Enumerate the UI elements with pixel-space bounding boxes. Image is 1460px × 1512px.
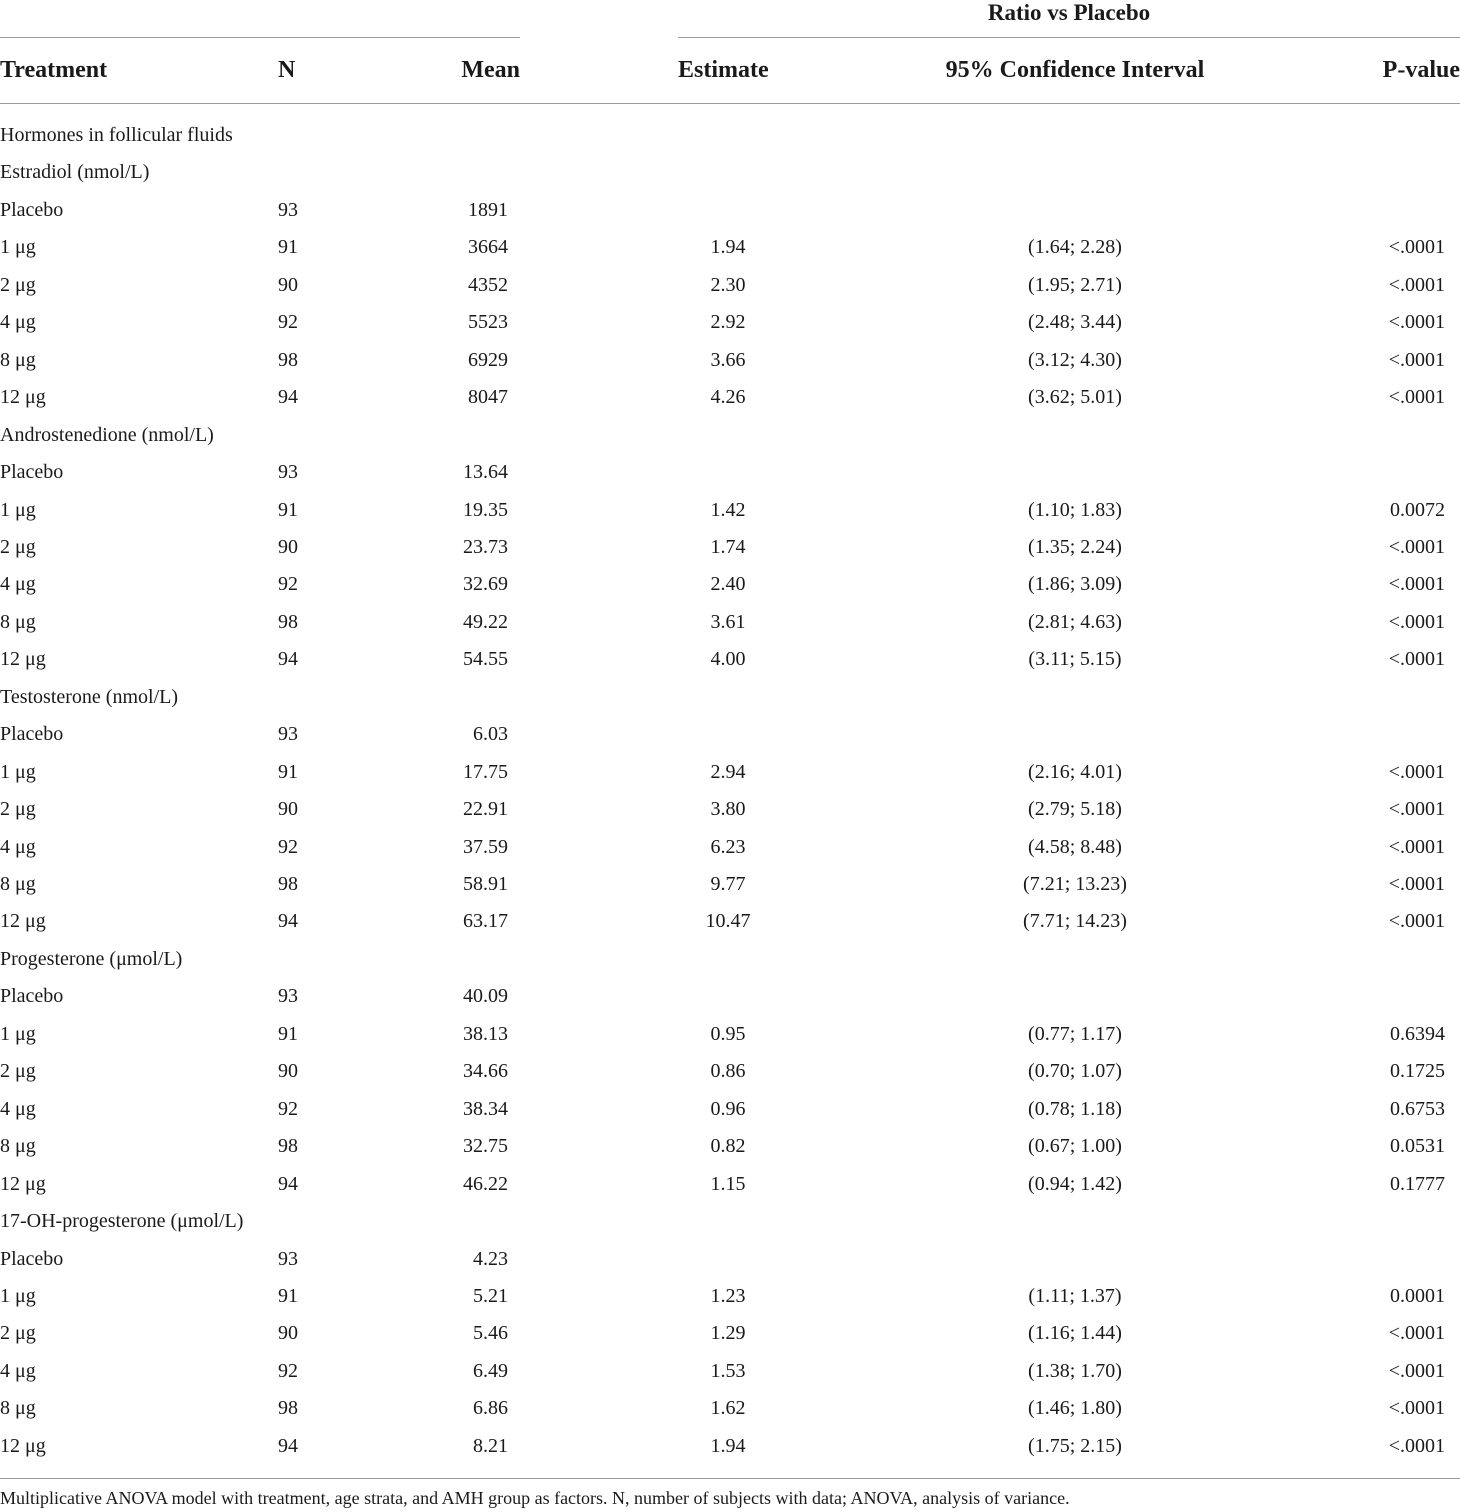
cell-treatment: 4 μg [0, 311, 36, 334]
cell-ci [975, 978, 1175, 1015]
cell-mean: 8047 [468, 386, 508, 409]
cell-treatment: Placebo [0, 1247, 64, 1270]
cell-n: 91 [278, 760, 298, 783]
cell-ci: (2.81; 4.63) [1028, 610, 1122, 633]
cell-ci [975, 1241, 1175, 1278]
cell-ci: (1.35; 2.24) [1028, 535, 1122, 558]
cell-treatment: 1 μg [0, 498, 36, 521]
cell-estimate: 10.47 [705, 910, 751, 933]
cell-n: 94 [278, 1434, 298, 1457]
table-row [0, 229, 1460, 266]
cell-p-value: 0.1777 [1390, 1172, 1445, 1195]
cell-estimate: 9.77 [710, 873, 746, 895]
cell-estimate: 0.82 [710, 1135, 746, 1158]
table-row [0, 1390, 1460, 1427]
cell-ci: (4.58; 8.48) [1028, 835, 1122, 858]
cell-mean: 46.22 [463, 1172, 508, 1195]
cell-ci [975, 716, 1175, 753]
section-row [0, 1203, 1460, 1240]
cell-p-value: <.0001 [1388, 1322, 1445, 1345]
table-row [0, 1128, 1460, 1165]
cell-p-value: <.0001 [1388, 535, 1445, 558]
cell-mean: 4.23 [473, 1247, 508, 1270]
cell-treatment: 4 μg [0, 835, 36, 858]
cell-treatment: 2 μg [0, 535, 36, 558]
cell-n: 98 [278, 348, 298, 371]
cell-p-value: <.0001 [1388, 648, 1445, 671]
cell-p-value: <.0001 [1388, 1434, 1445, 1457]
cell-ci: (3.62; 5.01) [1028, 386, 1122, 409]
table-bottom-rule [0, 1478, 1460, 1479]
cell-n: 93 [278, 985, 298, 1008]
cell-ci: (0.70; 1.07) [1028, 1060, 1122, 1083]
table-row [0, 1091, 1460, 1128]
cell-ci: (0.94; 1.42) [1028, 1172, 1122, 1195]
cell-mean: 58.91 [463, 873, 508, 895]
cell-n: 93 [278, 198, 298, 221]
cell-estimate [678, 1241, 778, 1278]
cell-mean: 8.21 [473, 1434, 508, 1457]
cell-estimate: 1.94 [710, 236, 746, 259]
cell-mean: 19.35 [463, 498, 508, 521]
group-header-ratio-vs-placebo: Ratio vs Placebo [987, 0, 1151, 25]
cell-estimate: 1.23 [710, 1284, 746, 1307]
cell-p-value: 0.0531 [1390, 1135, 1445, 1158]
cell-treatment: 2 μg [0, 273, 36, 296]
cell-n: 93 [278, 461, 298, 484]
table-row [0, 304, 1460, 341]
cell-p-value [1345, 716, 1445, 753]
table-row [0, 492, 1460, 529]
cell-treatment: 12 μg [0, 1172, 46, 1195]
cell-ci: (2.79; 5.18) [1028, 798, 1122, 821]
cell-estimate [678, 454, 778, 491]
cell-p-value [1345, 978, 1445, 1015]
cell-treatment: Placebo [0, 985, 64, 1008]
cell-n: 90 [278, 798, 298, 821]
cell-p-value: <.0001 [1388, 910, 1445, 933]
cell-estimate: 2.94 [710, 760, 746, 783]
table-row [0, 267, 1460, 304]
col-header-treatment: Treatment [0, 57, 108, 83]
table-row [0, 716, 1460, 753]
table-row [0, 1016, 1460, 1053]
cell-p-value: <.0001 [1388, 348, 1445, 371]
section-label: Estradiol (nmol/L) [0, 161, 150, 184]
section-label: Progesterone (μmol/L) [0, 947, 183, 970]
cell-n: 90 [278, 273, 298, 296]
cell-n: 94 [278, 1172, 298, 1195]
table-row [0, 604, 1460, 641]
cell-treatment: 1 μg [0, 236, 36, 259]
cell-estimate: 0.96 [710, 1097, 746, 1120]
cell-estimate: 2.92 [710, 311, 746, 334]
cell-mean: 38.34 [463, 1097, 508, 1120]
section-label: Testosterone (nmol/L) [0, 685, 178, 708]
cell-n: 92 [278, 573, 298, 596]
table-row [0, 791, 1460, 828]
cell-n: 90 [278, 1322, 298, 1345]
cell-p-value: 0.0072 [1390, 498, 1445, 521]
cell-estimate: 1.94 [710, 1434, 746, 1457]
cell-mean: 63.17 [463, 910, 508, 933]
table-row [0, 566, 1460, 603]
cell-p-value: <.0001 [1388, 311, 1445, 334]
cell-n: 93 [278, 723, 298, 746]
table-footnote: Multiplicative ANOVA model with treatment, age strata, and AMH group as factors. N, number of subjects with data; ANOVA, analysis of variance. [0, 1488, 1070, 1508]
section-row [0, 117, 1460, 154]
cell-mean: 22.91 [463, 798, 508, 821]
cell-n: 92 [278, 1359, 298, 1382]
cell-mean: 5523 [468, 311, 508, 334]
cell-p-value: 0.0001 [1390, 1284, 1445, 1307]
cell-ci: (7.21; 13.23) [1023, 873, 1127, 895]
cell-ci: (0.67; 1.00) [1028, 1135, 1122, 1158]
cell-mean: 23.73 [463, 535, 508, 558]
cell-n: 92 [278, 835, 298, 858]
cell-ci: (7.71; 14.23) [1023, 910, 1127, 933]
section-row [0, 154, 1460, 191]
cell-p-value: 0.6394 [1390, 1022, 1445, 1045]
cell-treatment: 8 μg [0, 348, 36, 371]
table-row [0, 829, 1460, 866]
cell-treatment: 1 μg [0, 1284, 36, 1307]
cell-estimate: 3.61 [710, 610, 746, 633]
header-rule-right [678, 37, 1460, 38]
cell-treatment: 2 μg [0, 1060, 36, 1083]
cell-ci [975, 192, 1175, 229]
cell-n: 98 [278, 1135, 298, 1158]
cell-treatment: 4 μg [0, 1359, 36, 1382]
cell-estimate: 1.74 [710, 535, 746, 558]
cell-mean: 13.64 [463, 461, 508, 484]
table-row [0, 529, 1460, 566]
cell-p-value: <.0001 [1388, 1397, 1445, 1420]
cell-treatment: Placebo [0, 461, 64, 484]
cell-treatment: 12 μg [0, 1434, 46, 1457]
cell-estimate: 1.62 [710, 1397, 746, 1420]
cell-mean: 5.46 [473, 1322, 508, 1345]
cell-n: 94 [278, 910, 298, 933]
cell-p-value: 0.6753 [1390, 1097, 1445, 1120]
cell-treatment: 8 μg [0, 873, 36, 895]
cell-ci: (2.48; 3.44) [1028, 311, 1122, 334]
cell-p-value: <.0001 [1388, 798, 1445, 821]
table-row [0, 454, 1460, 491]
cell-n: 92 [278, 311, 298, 334]
cell-n: 93 [278, 1247, 298, 1270]
cell-treatment: 4 μg [0, 573, 36, 596]
cell-n: 92 [278, 1097, 298, 1120]
cell-p-value: <.0001 [1388, 236, 1445, 259]
cell-n: 91 [278, 1022, 298, 1045]
cell-ci: (1.64; 2.28) [1028, 236, 1122, 259]
col-header-estimate: Estimate [678, 57, 769, 83]
cell-ci: (1.86; 3.09) [1028, 573, 1122, 596]
cell-n: 94 [278, 386, 298, 409]
cell-estimate: 6.23 [710, 835, 746, 858]
cell-ci: (2.16; 4.01) [1028, 760, 1122, 783]
cell-p-value [1345, 454, 1445, 491]
header-bottom-rule [0, 103, 1460, 104]
table-row [0, 1241, 1460, 1278]
cell-ci: (1.46; 1.80) [1028, 1397, 1122, 1420]
table-row [0, 1428, 1460, 1465]
cell-n: 98 [278, 873, 298, 895]
section-row [0, 417, 1460, 454]
cell-p-value [1345, 192, 1445, 229]
table-row [0, 342, 1460, 379]
cell-estimate [678, 716, 778, 753]
cell-ci: (1.11; 1.37) [1028, 1284, 1122, 1307]
col-header-n: N [278, 57, 296, 83]
cell-estimate: 3.66 [710, 348, 746, 371]
cell-p-value: <.0001 [1388, 386, 1445, 409]
cell-p-value [1345, 1241, 1445, 1278]
cell-p-value: 0.1725 [1390, 1060, 1445, 1083]
cell-estimate: 3.80 [710, 798, 746, 821]
section-row [0, 941, 1460, 978]
cell-treatment: 8 μg [0, 610, 36, 633]
header-rule-left [0, 37, 520, 38]
cell-estimate: 1.29 [710, 1322, 746, 1345]
cell-estimate: 0.95 [710, 1022, 746, 1045]
cell-p-value: <.0001 [1388, 273, 1445, 296]
cell-mean: 32.75 [463, 1135, 508, 1158]
cell-estimate: 1.42 [710, 498, 746, 521]
col-header-mean: Mean [461, 57, 520, 83]
cell-estimate: 2.30 [710, 273, 746, 296]
col-header-p-value: P-value [1382, 57, 1460, 83]
cell-p-value: <.0001 [1388, 1359, 1445, 1382]
cell-mean: 54.55 [463, 648, 508, 671]
cell-ci: (1.38; 1.70) [1028, 1359, 1122, 1382]
table-row [0, 192, 1460, 229]
table-row [0, 1353, 1460, 1390]
cell-mean: 38.13 [463, 1022, 508, 1045]
cell-mean: 17.75 [463, 760, 508, 783]
cell-treatment: Placebo [0, 198, 64, 221]
cell-p-value: <.0001 [1388, 610, 1445, 633]
table-row [0, 379, 1460, 416]
cell-ci: (0.77; 1.17) [1028, 1022, 1122, 1045]
cell-treatment: 8 μg [0, 1135, 36, 1158]
cell-mean: 5.21 [473, 1284, 508, 1307]
table-row [0, 754, 1460, 791]
cell-mean: 49.22 [463, 610, 508, 633]
cell-ci: (1.95; 2.71) [1028, 273, 1122, 296]
cell-treatment: 2 μg [0, 798, 36, 821]
cell-n: 90 [278, 1060, 298, 1083]
table-row [0, 866, 1460, 903]
cell-treatment: 12 μg [0, 648, 46, 671]
cell-estimate: 4.26 [710, 386, 746, 409]
cell-n: 90 [278, 535, 298, 558]
cell-mean: 1891 [468, 198, 508, 221]
cell-treatment: 1 μg [0, 760, 36, 783]
cell-estimate [678, 192, 778, 229]
table-row [0, 641, 1460, 678]
cell-ci: (3.12; 4.30) [1028, 348, 1122, 371]
table-row [0, 1315, 1460, 1352]
cell-estimate: 0.86 [710, 1060, 746, 1083]
cell-p-value: <.0001 [1388, 873, 1445, 895]
cell-estimate: 1.15 [710, 1172, 746, 1195]
cell-mean: 6.49 [473, 1359, 508, 1382]
section-label: 17-OH-progesterone (μmol/L) [0, 1210, 244, 1233]
cell-p-value: <.0001 [1388, 835, 1445, 858]
cell-ci: (1.16; 1.44) [1028, 1322, 1122, 1345]
cell-mean: 34.66 [463, 1060, 508, 1083]
cell-treatment: 12 μg [0, 386, 46, 409]
cell-n: 91 [278, 1284, 298, 1307]
cell-ci: (1.75; 2.15) [1028, 1434, 1122, 1457]
cell-n: 94 [278, 648, 298, 671]
table-row [0, 978, 1460, 1015]
cell-estimate: 1.53 [710, 1359, 746, 1382]
cell-estimate: 4.00 [710, 648, 746, 671]
cell-mean: 4352 [468, 273, 508, 296]
table-row [0, 1166, 1460, 1203]
cell-estimate [678, 978, 778, 1015]
col-header-ci: 95% Confidence Interval [945, 57, 1205, 83]
cell-ci: (0.78; 1.18) [1028, 1097, 1122, 1120]
cell-ci [975, 454, 1175, 491]
cell-treatment: 12 μg [0, 910, 46, 933]
section-label: Androstenedione (nmol/L) [0, 423, 214, 446]
cell-treatment: 1 μg [0, 1022, 36, 1045]
table-row [0, 1053, 1460, 1090]
cell-mean: 6.03 [473, 723, 508, 746]
cell-mean: 6929 [468, 348, 508, 371]
cell-treatment: 2 μg [0, 1322, 36, 1345]
cell-mean: 32.69 [463, 573, 508, 596]
cell-n: 98 [278, 1397, 298, 1420]
cell-mean: 37.59 [463, 835, 508, 858]
cell-treatment: 8 μg [0, 1397, 36, 1420]
cell-n: 98 [278, 610, 298, 633]
cell-n: 91 [278, 498, 298, 521]
cell-ci: (3.11; 5.15) [1028, 648, 1122, 671]
cell-mean: 3664 [468, 236, 508, 259]
cell-mean: 6.86 [473, 1397, 508, 1420]
cell-estimate: 2.40 [710, 573, 746, 596]
table-row [0, 1278, 1460, 1315]
section-label: Hormones in follicular fluids [0, 124, 233, 146]
cell-ci: (1.10; 1.83) [1028, 498, 1122, 521]
section-row [0, 679, 1460, 716]
cell-p-value: <.0001 [1388, 760, 1445, 783]
cell-treatment: 4 μg [0, 1097, 36, 1120]
cell-p-value: <.0001 [1388, 573, 1445, 596]
cell-mean: 40.09 [463, 985, 508, 1008]
cell-n: 91 [278, 236, 298, 259]
cell-treatment: Placebo [0, 723, 64, 746]
table-row [0, 903, 1460, 940]
